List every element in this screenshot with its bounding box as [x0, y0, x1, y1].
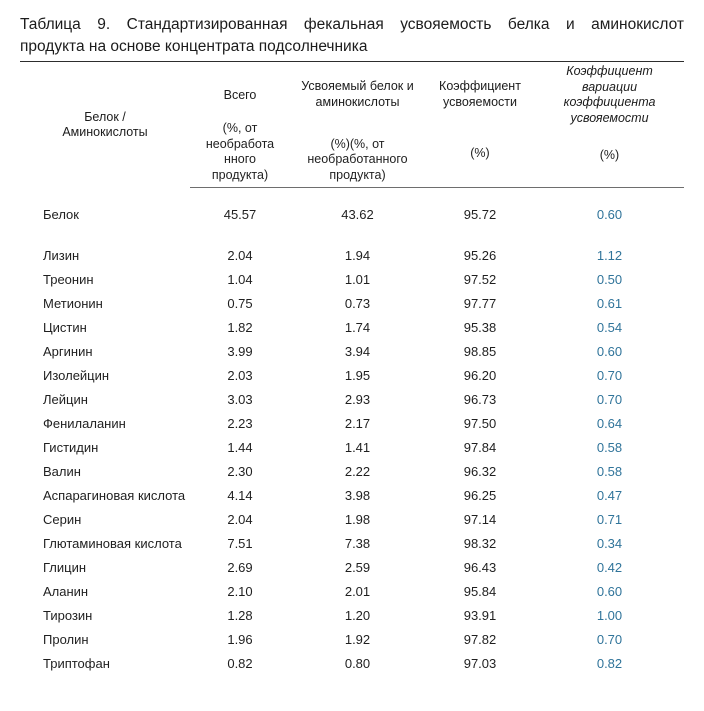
table-row: [20, 412, 684, 436]
cell-protein-aminoacid-name: Лизин: [43, 248, 80, 263]
cell-variation-coefficient: 0.70: [596, 632, 623, 647]
cell-digestibility-coefficient: 95.84: [463, 584, 497, 599]
header-label: Всего: [223, 88, 257, 102]
cell-total-percent: 2.03: [227, 368, 253, 383]
cell-protein-aminoacid-name: Глютаминовая кислота: [43, 536, 182, 551]
cell-digestibility-coefficient: 95.38: [463, 320, 497, 335]
cell-variation-coefficient: 0.71: [596, 512, 623, 527]
cell-variation-coefficient: 0.61: [596, 296, 623, 311]
cell-variation-coefficient: 0.64: [596, 416, 623, 431]
cell-protein-aminoacid-name: Цистин: [43, 320, 87, 335]
cell-digestibility-coefficient: 96.32: [463, 464, 497, 479]
table-body: [20, 203, 684, 676]
cell-protein-aminoacid-name: Изолейцин: [43, 368, 110, 383]
cell-variation-coefficient: 1.12: [596, 248, 623, 263]
table-row: [20, 628, 684, 652]
cell-total-percent: 1.44: [227, 440, 253, 455]
cell-variation-coefficient: 0.82: [596, 656, 623, 671]
table-row: [20, 508, 684, 532]
cell-digestible-percent: 1.74: [344, 320, 371, 335]
cell-total-percent: 1.82: [227, 320, 253, 335]
cell-total-percent: 45.57: [223, 207, 257, 222]
cell-protein-aminoacid-name: Валин: [43, 464, 81, 479]
cell-variation-coefficient: 0.60: [596, 344, 623, 359]
header-unit: (%): [599, 148, 620, 162]
cell-variation-coefficient: 0.70: [596, 368, 623, 383]
cell-digestible-percent: 7.38: [344, 536, 371, 551]
header-unit: (%)(%, от необработанного продукта): [307, 136, 408, 182]
cell-digestible-percent: 43.62: [341, 207, 374, 222]
cell-total-percent: 3.99: [227, 344, 253, 359]
cell-variation-coefficient: 0.70: [596, 392, 623, 407]
header-protein-aminoacids: [20, 62, 190, 188]
table-row: [20, 364, 684, 388]
cell-protein-aminoacid-name: Триптофан: [43, 656, 110, 671]
header-label: Белок / Аминокислоты: [62, 109, 148, 139]
cell-digestibility-coefficient: 96.43: [463, 560, 497, 575]
cell-digestibility-coefficient: 95.26: [463, 248, 497, 263]
cell-digestibility-coefficient: 97.52: [463, 272, 497, 287]
cell-digestibility-coefficient: 96.25: [463, 488, 497, 503]
cell-digestibility-coefficient: 97.14: [463, 512, 497, 527]
cell-variation-coefficient: 0.42: [596, 560, 623, 575]
cell-variation-coefficient: 0.60: [596, 207, 623, 222]
table-row: [20, 244, 684, 268]
cell-total-percent: 1.96: [227, 632, 253, 647]
cell-total-percent: 7.51: [227, 536, 253, 551]
cell-total-percent: 4.14: [227, 488, 253, 503]
cell-digestible-percent: 0.80: [344, 656, 371, 671]
cell-protein-aminoacid-name: Тирозин: [43, 608, 93, 623]
cell-variation-coefficient: 1.00: [596, 608, 623, 623]
header-unit: (%, от необработа нного продукта): [205, 121, 275, 182]
cell-digestible-percent: 2.59: [344, 560, 371, 575]
cell-variation-coefficient: 0.47: [596, 488, 623, 503]
cell-digestible-percent: 2.22: [344, 464, 371, 479]
cell-digestibility-coefficient: 96.73: [463, 392, 497, 407]
table-row: [20, 340, 684, 364]
cell-digestibility-coefficient: 98.85: [463, 344, 497, 359]
table-caption-line1: Таблица 9. Стандартизированная фекальная усвояемость белка и аминокислот: [20, 16, 684, 33]
cell-digestibility-coefficient: 96.20: [463, 368, 497, 383]
cell-digestible-percent: 1.98: [344, 512, 371, 527]
table-row: [20, 388, 684, 412]
cell-digestibility-coefficient: 98.32: [463, 536, 497, 551]
header-unit: (%): [470, 146, 490, 160]
cell-total-percent: 1.04: [227, 272, 253, 287]
header-label: Коэффициент усвояемости: [439, 79, 521, 109]
table-header-row: [20, 62, 684, 188]
cell-digestibility-coefficient: 93.91: [463, 608, 497, 623]
header-label: Коэффициент вариации коэффициента усвояемости: [563, 64, 656, 125]
table-row: [20, 203, 684, 227]
cell-total-percent: 2.30: [227, 464, 253, 479]
cell-protein-aminoacid-name: Пролин: [43, 632, 89, 647]
cell-total-percent: 2.69: [227, 560, 253, 575]
cell-total-percent: 1.28: [227, 608, 253, 623]
cell-digestible-percent: 2.93: [344, 392, 371, 407]
table-row: [20, 604, 684, 628]
cell-digestible-percent: 1.92: [344, 632, 371, 647]
cell-protein-aminoacid-name: Аланин: [43, 584, 89, 599]
header-variation-coefficient: [535, 62, 684, 188]
cell-protein-aminoacid-name: Треонин: [43, 272, 94, 287]
cell-digestible-percent: 1.20: [344, 608, 371, 623]
cell-total-percent: 0.75: [227, 296, 253, 311]
cell-digestibility-coefficient: 95.72: [463, 207, 497, 222]
cell-total-percent: 2.04: [227, 248, 253, 263]
cell-protein-aminoacid-name: Глицин: [43, 560, 87, 575]
cell-digestibility-coefficient: 97.77: [463, 296, 497, 311]
cell-variation-coefficient: 0.58: [596, 464, 623, 479]
cell-variation-coefficient: 0.50: [596, 272, 623, 287]
cell-digestible-percent: 3.98: [344, 488, 371, 503]
cell-digestibility-coefficient: 97.82: [463, 632, 497, 647]
cell-digestible-percent: 2.17: [344, 416, 371, 431]
cell-protein-aminoacid-name: Аспарагиновая кислота: [43, 488, 186, 503]
header-label: Усвояемый белок и аминокислоты: [301, 79, 414, 109]
cell-digestible-percent: 3.94: [344, 344, 371, 359]
cell-protein-aminoacid-name: Метионин: [43, 296, 103, 311]
cell-digestible-percent: 1.94: [344, 248, 371, 263]
table-row: [20, 532, 684, 556]
table-caption: [20, 14, 684, 58]
table-row: [20, 436, 684, 460]
cell-protein-aminoacid-name: Аргинин: [43, 344, 93, 359]
table-row: [20, 316, 684, 340]
cell-variation-coefficient: 0.34: [596, 536, 623, 551]
table-row: [20, 556, 684, 580]
cell-protein-aminoacid-name: Фенилаланин: [43, 416, 126, 431]
cell-variation-coefficient: 0.58: [596, 440, 623, 455]
cell-total-percent: 2.23: [227, 416, 253, 431]
cell-protein-aminoacid-name: Гистидин: [43, 440, 99, 455]
table-row: [20, 460, 684, 484]
cell-variation-coefficient: 0.54: [596, 320, 623, 335]
cell-digestible-percent: 1.01: [344, 272, 371, 287]
cell-protein-aminoacid-name: Серин: [43, 512, 82, 527]
cell-digestibility-coefficient: 97.84: [463, 440, 497, 455]
cell-digestible-percent: 1.41: [344, 440, 371, 455]
cell-variation-coefficient: 0.60: [596, 584, 623, 599]
cell-digestibility-coefficient: 97.03: [463, 656, 497, 671]
table-row: [20, 292, 684, 316]
table-row: [20, 652, 684, 676]
table-row: [20, 268, 684, 292]
cell-total-percent: 2.10: [227, 584, 253, 599]
cell-digestibility-coefficient: 97.50: [463, 416, 497, 431]
table-row: [20, 580, 684, 604]
header-digestible: [290, 62, 425, 188]
cell-digestible-percent: 2.01: [344, 584, 371, 599]
header-digestibility-coefficient: [425, 62, 535, 188]
cell-protein-aminoacid-name: Лейцин: [43, 392, 88, 407]
table-caption-line2: продукта на основе концентрата подсолнечника: [20, 38, 368, 55]
cell-digestible-percent: 0.73: [344, 296, 371, 311]
table-row: [20, 484, 684, 508]
cell-total-percent: 3.03: [227, 392, 253, 407]
cell-total-percent: 0.82: [227, 656, 253, 671]
cell-total-percent: 2.04: [227, 512, 253, 527]
cell-digestible-percent: 1.95: [344, 368, 371, 383]
cell-protein-aminoacid-name: Белок: [43, 207, 79, 222]
header-total: [190, 62, 290, 188]
